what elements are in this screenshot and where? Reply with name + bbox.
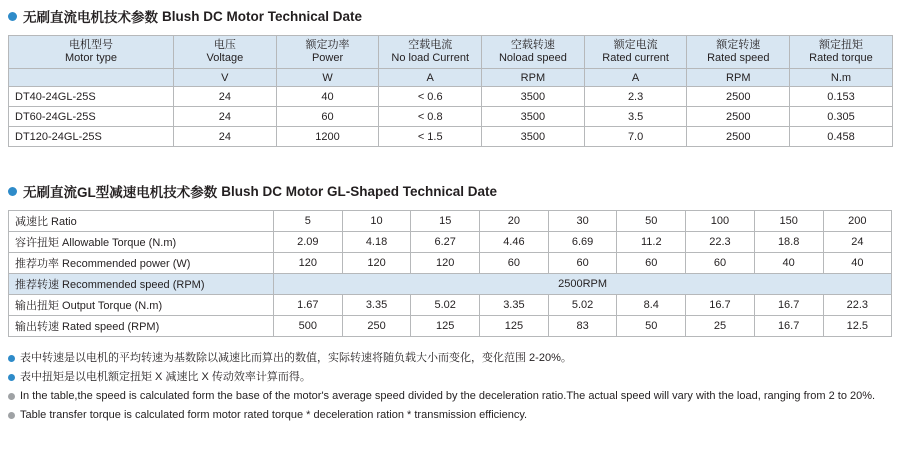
cell-value: 6.27 (411, 232, 480, 253)
col-header-en: Power (311, 52, 344, 64)
col-header-rated-torque (790, 36, 893, 69)
table-row (9, 107, 893, 127)
col-header-cn: 额定转速 (716, 39, 761, 52)
cell-value: 5 (274, 211, 343, 232)
cell-value: 22.3 (686, 232, 755, 253)
cell-motor-type: DT120-24GL-25S (9, 127, 174, 147)
col-header-en: No load Current (391, 52, 470, 64)
note-item (8, 389, 892, 405)
cell-rated-current: 2.3 (584, 87, 687, 107)
cell-merged-value: 2500RPM (274, 274, 892, 295)
gearmotor-spec-table (8, 210, 892, 337)
section2-title-en: Blush DC Motor GL-Shaped Technical Date (221, 183, 498, 199)
col-header-rated-current (584, 36, 687, 69)
cell-value: 40 (823, 253, 892, 274)
cell-no-load-current: < 1.5 (379, 127, 482, 147)
cell-value: 500 (274, 316, 343, 337)
unit-cell (9, 69, 174, 87)
cell-value: 16.7 (686, 295, 755, 316)
cell-value: 4.18 (342, 232, 411, 253)
note-text: Table transfer torque is calculated form motor rated torque * deceleration ration * transmission efficiency. (20, 408, 528, 421)
cell-value: 4.46 (480, 232, 549, 253)
cell-motor-type: DT40-24GL-25S (9, 87, 174, 107)
table-row-recommended-power (9, 253, 892, 274)
row-label: 推荐功率 Recommended power (W) (9, 253, 274, 274)
cell-no-load-speed: 3500 (482, 107, 585, 127)
cell-value: 16.7 (754, 295, 823, 316)
note-text: 表中转速是以电机的平均转速为基数除以减速比而算出的数值，实际转速将随负载大小而变化，变化范围 2-20%。 (20, 352, 572, 364)
col-header-en: Rated torque (809, 52, 873, 64)
table-row-allowable-torque (9, 232, 892, 253)
cell-value: 60 (686, 253, 755, 274)
row-label: 输出转速 Rated speed (RPM) (9, 316, 274, 337)
cell-motor-type: DT60-24GL-25S (9, 107, 174, 127)
motor-spec-table (8, 35, 893, 147)
cell-voltage: 24 (174, 127, 277, 147)
cell-value: 3.35 (480, 295, 549, 316)
row-label: 输出扭矩 Output Torque (N.m) (9, 295, 274, 316)
cell-value: 6.69 (548, 232, 617, 253)
table-row (9, 127, 893, 147)
table-unit-row (9, 69, 893, 87)
unit-cell: A (584, 69, 687, 87)
cell-no-load-current: < 0.6 (379, 87, 482, 107)
cell-value: 250 (342, 316, 411, 337)
cell-rated-torque: 0.153 (790, 87, 893, 107)
col-header-en: Noload speed (498, 52, 567, 64)
cell-value: 200 (823, 211, 892, 232)
bullet-dot-icon (8, 12, 17, 21)
cell-power: 1200 (276, 127, 379, 147)
cell-value: 20 (480, 211, 549, 232)
cell-value: 15 (411, 211, 480, 232)
cell-value: 12.5 (823, 316, 892, 337)
row-label: 减速比 Ratio (9, 211, 274, 232)
cell-value: 50 (617, 316, 686, 337)
cell-value: 150 (754, 211, 823, 232)
cell-rated-current: 3.5 (584, 107, 687, 127)
cell-value: 60 (480, 253, 549, 274)
col-header-cn: 额定功率 (305, 39, 350, 52)
cell-value: 18.8 (754, 232, 823, 253)
unit-cell: W (276, 69, 379, 87)
col-header-en: Rated speed (707, 52, 770, 64)
section-heading-gearmotor-specs (8, 181, 892, 201)
bullet-dot-icon (8, 412, 15, 419)
col-header-cn: 空载电流 (408, 39, 453, 52)
cell-value: 125 (480, 316, 549, 337)
cell-value: 125 (411, 316, 480, 337)
col-header-rated-speed (687, 36, 790, 69)
col-header-motor-type (9, 36, 174, 69)
section-heading-motor-specs (8, 6, 892, 26)
cell-rated-current: 7.0 (584, 127, 687, 147)
cell-rated-speed: 2500 (687, 107, 790, 127)
cell-value: 5.02 (548, 295, 617, 316)
cell-power: 60 (276, 107, 379, 127)
cell-value: 1.67 (274, 295, 343, 316)
cell-no-load-current: < 0.8 (379, 107, 482, 127)
unit-cell: RPM (687, 69, 790, 87)
cell-value: 120 (274, 253, 343, 274)
note-item (8, 408, 892, 424)
col-header-no-load-current (379, 36, 482, 69)
cell-value: 8.4 (617, 295, 686, 316)
cell-value: 2.09 (274, 232, 343, 253)
cell-power: 40 (276, 87, 379, 107)
cell-value: 40 (754, 253, 823, 274)
col-header-cn: 空载转速 (510, 39, 555, 52)
table-row-recommended-speed (9, 274, 892, 295)
cell-rated-speed: 2500 (687, 127, 790, 147)
cell-value: 60 (548, 253, 617, 274)
col-header-power (276, 36, 379, 69)
row-label: 容许扭矩 Allowable Torque (N.m) (9, 232, 274, 253)
col-header-no-load-speed (482, 36, 585, 69)
cell-rated-torque: 0.305 (790, 107, 893, 127)
cell-value: 100 (686, 211, 755, 232)
cell-value: 5.02 (411, 295, 480, 316)
datasheet-page (0, 6, 900, 457)
notes-list (8, 351, 892, 424)
unit-cell: V (174, 69, 277, 87)
cell-value: 50 (617, 211, 686, 232)
note-item (8, 370, 892, 386)
bullet-dot-icon (8, 374, 15, 381)
col-header-cn: 额定扭矩 (818, 39, 863, 52)
table-row-ratio (9, 211, 892, 232)
col-header-cn: 电压 (213, 39, 236, 52)
table-row-rated-speed (9, 316, 892, 337)
bullet-dot-icon (8, 355, 15, 362)
table-header-row (9, 36, 893, 69)
cell-voltage: 24 (174, 87, 277, 107)
bullet-dot-icon (8, 393, 15, 400)
note-item (8, 351, 892, 367)
cell-value: 30 (548, 211, 617, 232)
table-row-output-torque (9, 295, 892, 316)
section1-title-cn: 无刷直流电机技术参数 (23, 10, 158, 25)
unit-cell: A (379, 69, 482, 87)
col-header-voltage (174, 36, 277, 69)
cell-no-load-speed: 3500 (482, 127, 585, 147)
cell-no-load-speed: 3500 (482, 87, 585, 107)
col-header-cn: 电机型号 (69, 39, 113, 52)
note-text: 表中扭矩是以电机额定扭矩 X 减速比 X 传动效率计算而得。 (20, 370, 311, 383)
cell-value: 25 (686, 316, 755, 337)
cell-voltage: 24 (174, 107, 277, 127)
cell-value: 3.35 (342, 295, 411, 316)
unit-cell: N.m (790, 69, 893, 87)
cell-rated-torque: 0.458 (790, 127, 893, 147)
cell-value: 24 (823, 232, 892, 253)
bullet-dot-icon (8, 187, 17, 196)
row-label: 推荐转速 Recommended speed (RPM) (9, 274, 274, 295)
note-text: In the table,the speed is calculated form the base of the motor's average speed divided by the deceleration ratio.The actual speed will vary with the load, ranging from 2 to 20%. (20, 389, 876, 402)
cell-value: 60 (617, 253, 686, 274)
col-header-cn: 额定电流 (613, 39, 658, 52)
cell-value: 11.2 (617, 232, 686, 253)
cell-value: 83 (548, 316, 617, 337)
cell-value: 16.7 (754, 316, 823, 337)
section2-title-cn: 无刷直流GL型减速电机技术参数 (23, 185, 218, 200)
cell-value: 10 (342, 211, 411, 232)
cell-value: 120 (342, 253, 411, 274)
col-header-en: Motor type (65, 52, 117, 64)
section1-title-en: Blush DC Motor Technical Date (162, 8, 363, 24)
table-row (9, 87, 893, 107)
cell-rated-speed: 2500 (687, 87, 790, 107)
section-spacer (8, 147, 892, 181)
col-header-en: Rated current (602, 52, 669, 64)
unit-cell: RPM (482, 69, 585, 87)
cell-value: 120 (411, 253, 480, 274)
col-header-en: Voltage (206, 52, 244, 64)
cell-value: 22.3 (823, 295, 892, 316)
